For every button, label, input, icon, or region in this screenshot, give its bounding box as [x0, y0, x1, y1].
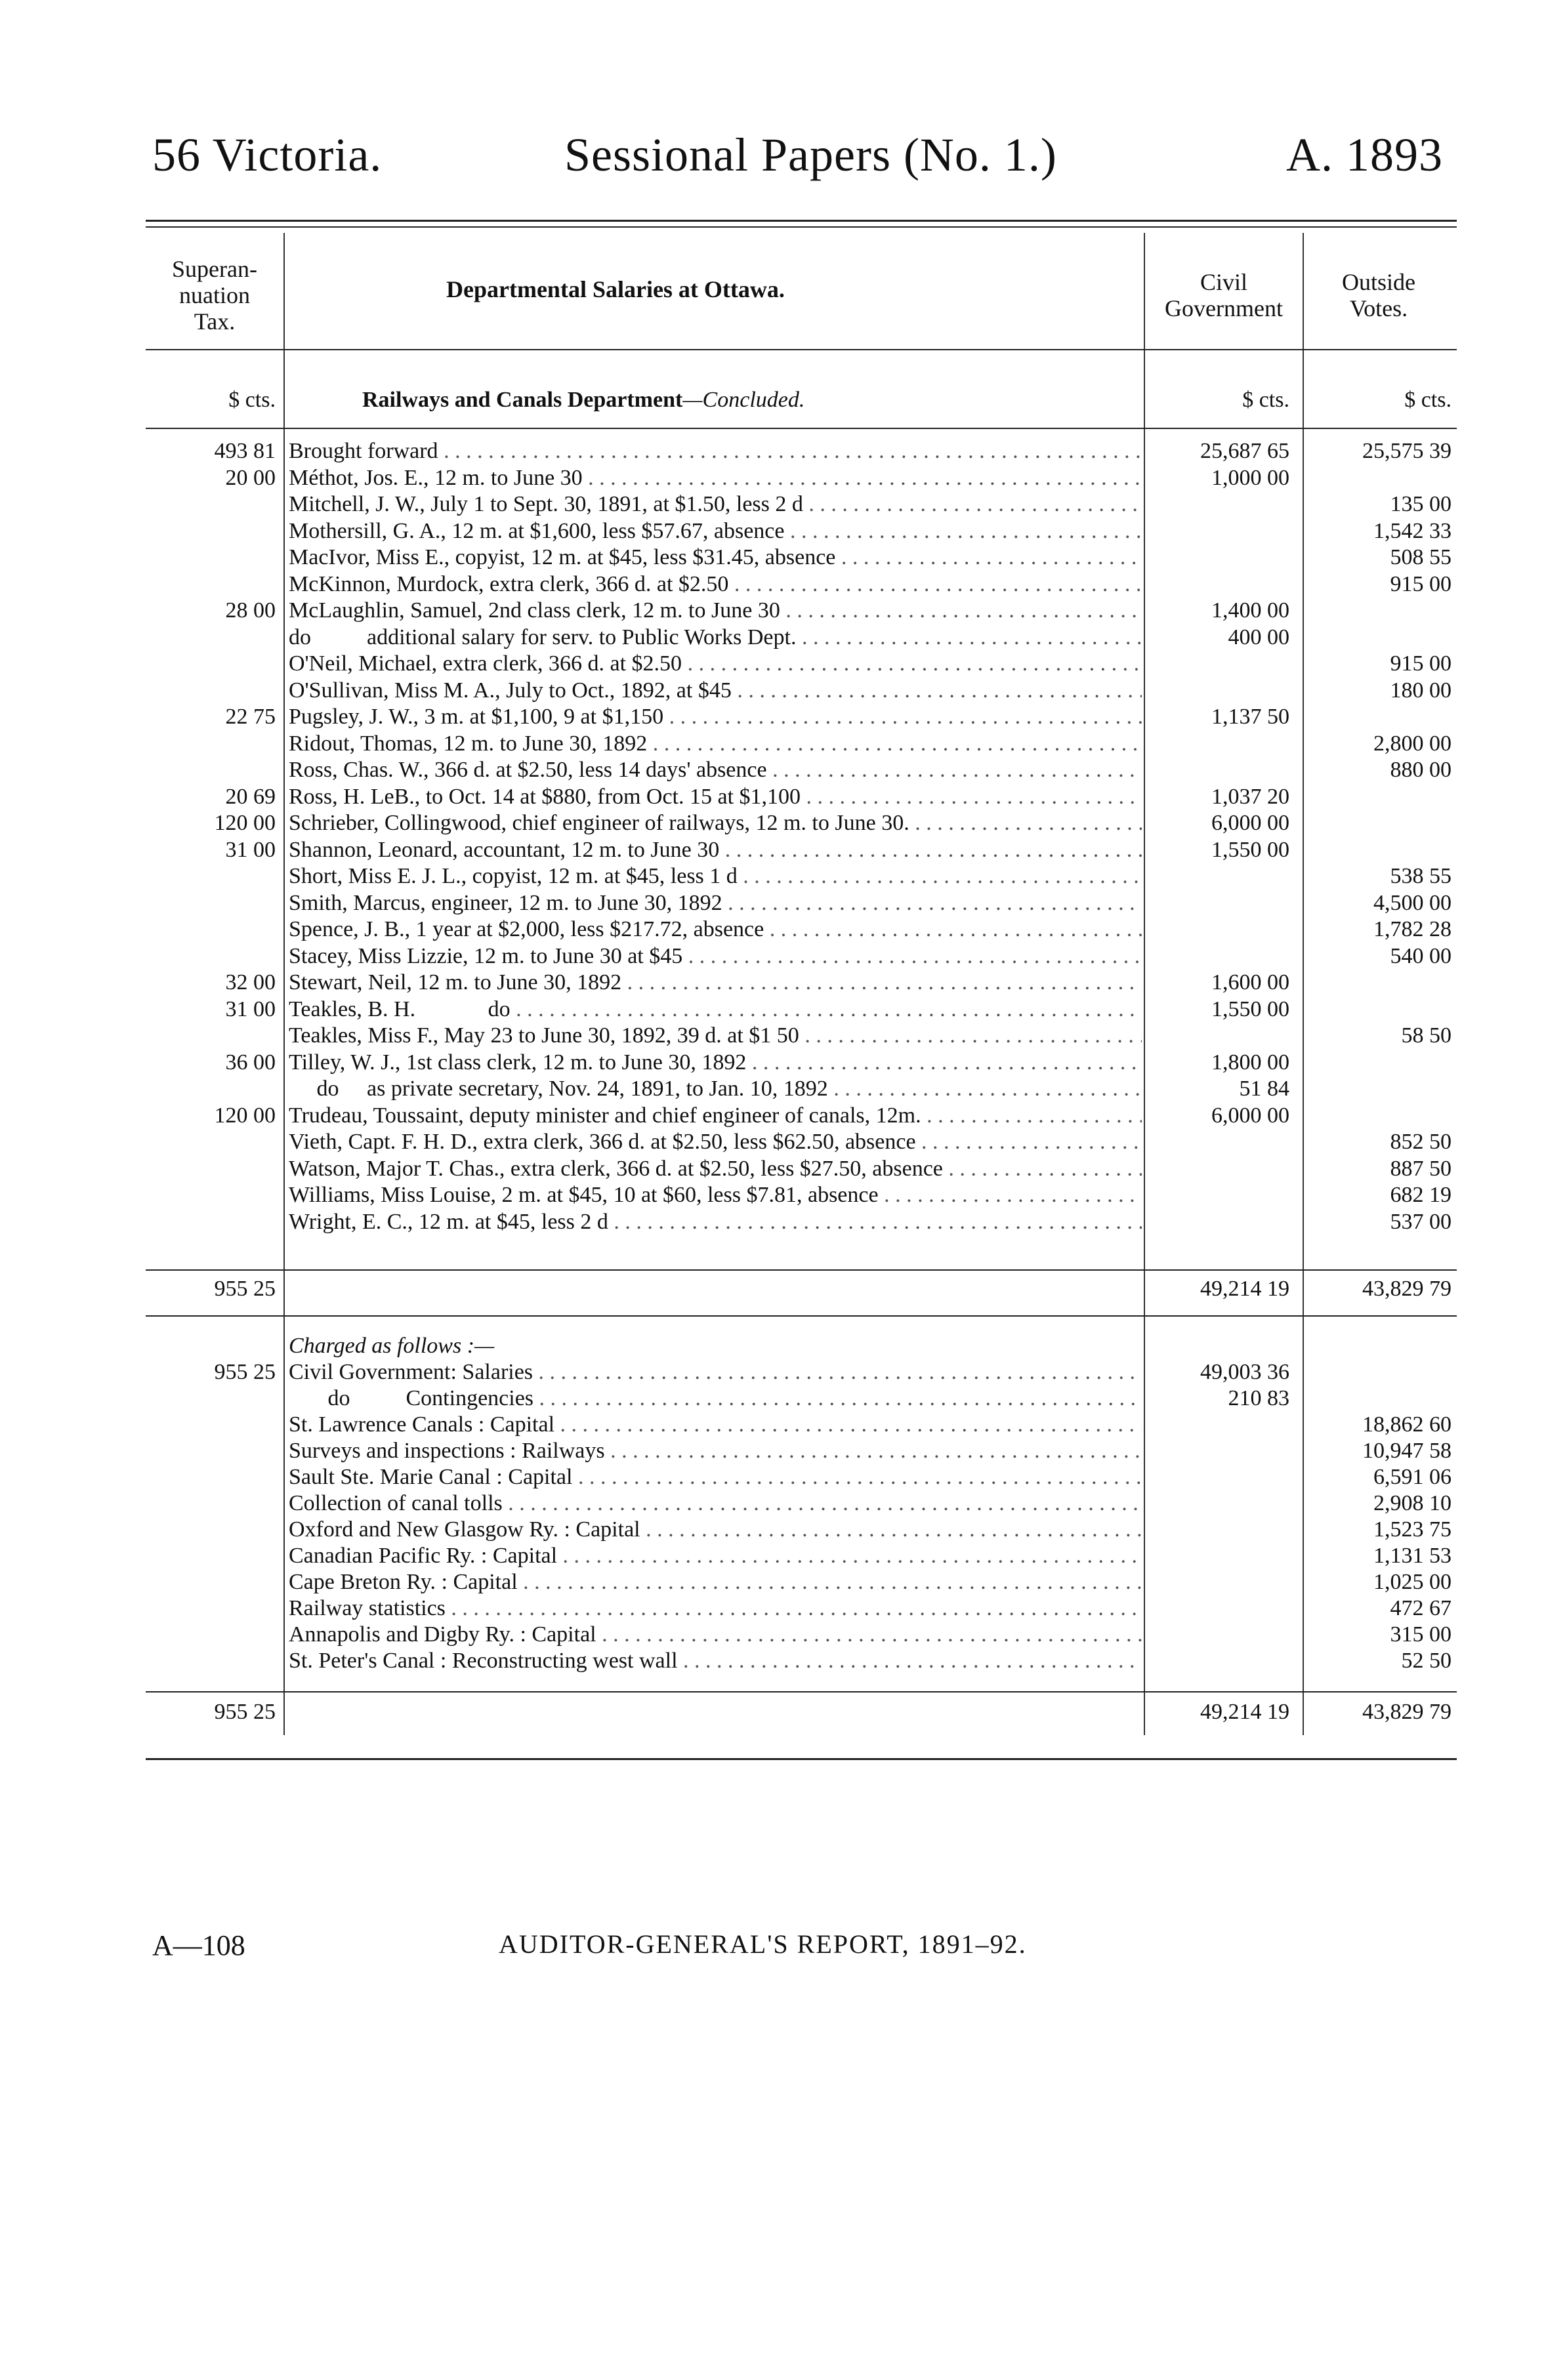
salary-outside: 880 00 [1390, 758, 1452, 782]
total-outside: 43,829 79 [1362, 1700, 1452, 1724]
column-header-tax: Superan- nuation Tax. [172, 256, 257, 335]
charged-outside: 472 67 [1390, 1596, 1452, 1620]
column-header-outside: Outside Votes. [1342, 269, 1415, 321]
subtotal-rule-bottom [146, 1315, 1457, 1317]
salary-desc: Ridout, Thomas, 12 m. to June 30, 1892 . . . [289, 731, 1142, 757]
charged-row [0, 1464, 1567, 1490]
salary-outside: 915 00 [1390, 651, 1452, 676]
salary-row [0, 544, 1567, 571]
charged-outside: 315 00 [1390, 1622, 1452, 1647]
charged-outside: 1,131 53 [1373, 1544, 1452, 1568]
salary-row [0, 784, 1567, 810]
charged-row [0, 1622, 1567, 1648]
salary-row [0, 916, 1567, 943]
charged-outside: 10,947 58 [1362, 1439, 1452, 1463]
salary-civil: 1,137 50 [1211, 705, 1289, 729]
salary-outside: 540 00 [1390, 943, 1452, 968]
salary-row [0, 863, 1567, 890]
header-rule-bottom [146, 226, 1457, 228]
subtotal-outside: 43,829 79 [1362, 1277, 1452, 1301]
salary-desc: Spence, J. B., 1 year at $2,000, less $217.72, absence . . . [289, 916, 1142, 943]
header-year: A. 1893 [1286, 129, 1443, 181]
salary-row [0, 678, 1567, 704]
salary-desc: Méthot, Jos. E., 12 m. to June 30 . . . [289, 465, 1142, 491]
salary-civil: 6,000 00 [1211, 1103, 1289, 1128]
salary-row [0, 1182, 1567, 1208]
salary-civil: 6,000 00 [1211, 811, 1289, 835]
salary-row [0, 731, 1567, 757]
salary-desc: Stewart, Neil, 12 m. to June 30, 1892 . . . [289, 970, 1142, 996]
charged-desc: Railway statistics . . . [289, 1595, 1142, 1622]
charged-row [0, 1385, 1567, 1412]
salary-civil: 1,400 00 [1211, 598, 1289, 623]
salary-tax: 32 00 [225, 970, 276, 995]
charged-row [0, 1543, 1567, 1569]
salary-row [0, 996, 1567, 1023]
salary-desc: Teakles, Miss F., May 23 to June 30, 1892, 39 d. at $1 50 . . . [289, 1023, 1142, 1049]
charged-row [0, 1359, 1567, 1385]
salary-outside: 4,500 00 [1373, 890, 1452, 915]
salary-row [0, 810, 1567, 836]
salary-outside: 1,782 28 [1373, 917, 1452, 941]
salary-row [0, 1050, 1567, 1076]
column-header-title: Departmental Salaries at Ottawa. [446, 276, 785, 302]
salary-civil: 1,550 00 [1211, 996, 1289, 1021]
salary-desc: Trudeau, Toussaint, deputy minister and chief engineer of canals, 12m. . . . [289, 1103, 1142, 1129]
salary-row [0, 943, 1567, 970]
salary-tax: 31 00 [225, 837, 276, 862]
salary-row [0, 625, 1567, 651]
footer-report-title: AUDITOR-GENERAL'S REPORT, 1891–92. [499, 1929, 1027, 1959]
salary-civil: 400 00 [1228, 625, 1289, 649]
salary-outside: 180 00 [1390, 678, 1452, 703]
total-tax: 955 25 [214, 1700, 276, 1724]
charged-outside: 18,862 60 [1362, 1412, 1452, 1437]
salary-tax: 22 75 [225, 705, 276, 729]
charged-row [0, 1517, 1567, 1543]
salary-desc: Shannon, Leonard, accountant, 12 m. to June 30 . . . [289, 837, 1142, 863]
salary-tax: 20 00 [225, 465, 276, 490]
salary-tax: 20 69 [225, 784, 276, 809]
charged-desc: Cape Breton Ry. : Capital . . . [289, 1569, 1142, 1595]
charged-row [0, 1490, 1567, 1517]
charged-desc: Sault Ste. Marie Canal : Capital . . . [289, 1464, 1142, 1490]
column-header-rule [146, 349, 1457, 350]
salary-tax: 31 00 [225, 996, 276, 1021]
footer-page-number: A—108 [152, 1929, 245, 1961]
charged-row [0, 1438, 1567, 1464]
salary-row [0, 571, 1567, 598]
salary-civil: 1,800 00 [1211, 1050, 1289, 1075]
salary-tax: 120 00 [214, 811, 276, 835]
charged-civil: 49,003 36 [1200, 1360, 1289, 1384]
salary-desc: McKinnon, Murdock, extra clerk, 366 d. at $2.50 . . . [289, 571, 1142, 598]
salary-desc: Watson, Major T. Chas., extra clerk, 366 d. at $2.50, less $27.50, absence . . . [289, 1156, 1142, 1182]
charged-outside: 6,591 06 [1373, 1465, 1452, 1489]
salary-row [0, 598, 1567, 624]
charged-outside: 2,908 10 [1373, 1491, 1452, 1515]
units-tax: $ cts. [228, 388, 276, 412]
units-outside: $ cts. [1404, 388, 1452, 412]
salary-tax: 120 00 [214, 1103, 276, 1128]
salary-desc: Stacey, Miss Lizzie, 12 m. to June 30 at $45 . . . [289, 943, 1142, 970]
salary-row [0, 890, 1567, 916]
charged-desc: St. Lawrence Canals : Capital . . . [289, 1412, 1142, 1438]
units-civil: $ cts. [1242, 388, 1289, 412]
salary-desc: Tilley, W. J., 1st class clerk, 12 m. to June 30, 1892 . . . [289, 1050, 1142, 1076]
charged-row [0, 1648, 1567, 1674]
salary-row [0, 465, 1567, 491]
charged-desc: do Contingencies . . . [289, 1385, 1142, 1412]
salary-desc: O'Neil, Michael, extra clerk, 366 d. at $2.50 . . . [289, 651, 1142, 677]
charged-row [0, 1412, 1567, 1438]
salary-row [0, 704, 1567, 730]
salary-row [0, 491, 1567, 518]
charged-civil: 210 83 [1228, 1386, 1289, 1410]
salary-row [0, 1209, 1567, 1235]
section-title [362, 387, 804, 413]
units-row [0, 387, 1567, 413]
salary-row [0, 518, 1567, 544]
salary-row [0, 970, 1567, 996]
salary-desc: McLaughlin, Samuel, 2nd class clerk, 12 m. to June 30 . . . [289, 598, 1142, 624]
salary-outside: 135 00 [1390, 492, 1452, 516]
salary-desc: O'Sullivan, Miss M. A., July to Oct., 1892, at $45 . . . [289, 678, 1142, 704]
subtotal-row [0, 1276, 1567, 1302]
total-civil: 49,214 19 [1200, 1700, 1289, 1724]
salary-desc: Wright, E. C., 12 m. at $45, less 2 d . . . [289, 1209, 1142, 1235]
salary-desc: Vieth, Capt. F. H. D., extra clerk, 366 d. at $2.50, less $62.50, absence . . . [289, 1129, 1142, 1155]
charged-desc: Surveys and inspections : Railways . . . [289, 1438, 1142, 1464]
salary-tax: 493 81 [214, 439, 276, 463]
charged-outside: 1,025 00 [1373, 1570, 1452, 1594]
salary-tax: 36 00 [225, 1050, 276, 1075]
salary-civil: 1,600 00 [1211, 970, 1289, 995]
salary-desc: Mitchell, J. W., July 1 to Sept. 30, 1891, at $1.50, less 2 d . . . [289, 491, 1142, 518]
salary-row [0, 1129, 1567, 1155]
salary-desc: Teakles, B. H. do . . . [289, 996, 1142, 1023]
salary-row [0, 837, 1567, 863]
salary-civil: 1,000 00 [1211, 465, 1289, 490]
salary-civil: 25,687 65 [1200, 439, 1289, 463]
header-volume: 56 Victoria. [152, 129, 383, 181]
salary-desc: Ross, H. LeB., to Oct. 14 at $880, from Oct. 15 at $1,100 . . . [289, 784, 1142, 810]
subtotal-tax: 955 25 [214, 1277, 276, 1301]
column-header-civil: Civil Government [1165, 269, 1283, 321]
salary-desc: Schrieber, Collingwood, chief engineer of railways, 12 m. to June 30. . . . [289, 810, 1142, 836]
charged-tax: 955 25 [214, 1360, 276, 1384]
salary-desc: do additional salary for serv. to Public Works Dept. . . . [289, 625, 1142, 651]
charged-row [0, 1569, 1567, 1595]
total-row [0, 1699, 1567, 1725]
salary-outside: 887 50 [1390, 1156, 1452, 1181]
charged-desc: Canadian Pacific Ry. : Capital . . . [289, 1543, 1142, 1569]
salary-civil: 51 84 [1239, 1077, 1289, 1101]
charged-outside: 52 50 [1401, 1649, 1452, 1673]
salary-row [0, 757, 1567, 783]
salary-desc: Williams, Miss Louise, 2 m. at $45, 10 at $60, less $7.81, absence . . . [289, 1182, 1142, 1208]
total-rule-top [146, 1691, 1457, 1693]
salary-outside: 1,542 33 [1373, 518, 1452, 543]
salary-desc: Smith, Marcus, engineer, 12 m. to June 30, 1892 . . . [289, 890, 1142, 916]
salary-outside: 538 55 [1390, 864, 1452, 888]
salary-outside: 508 55 [1390, 545, 1452, 569]
charged-desc: St. Peter's Canal : Reconstructing west wall . . . [289, 1648, 1142, 1674]
salary-outside: 58 50 [1401, 1023, 1452, 1048]
salary-desc: Brought forward . . . [289, 438, 1142, 464]
charged-heading-row [0, 1333, 1567, 1359]
salary-desc: do as private secretary, Nov. 24, 1891, to Jan. 10, 1892 . . . [289, 1076, 1142, 1102]
charged-desc: Oxford and New Glasgow Ry. : Capital . . . [289, 1517, 1142, 1543]
salary-row [0, 1156, 1567, 1182]
salary-desc: MacIvor, Miss E., copyist, 12 m. at $45, less $31.45, absence . . . [289, 544, 1142, 571]
salary-desc: Ross, Chas. W., 366 d. at $2.50, less 14 days' absence . . . [289, 757, 1142, 783]
charged-desc: Civil Government: Salaries . . . [289, 1359, 1142, 1385]
subtotal-rule-top [146, 1269, 1457, 1271]
charged-desc: Collection of canal tolls . . . [289, 1490, 1142, 1517]
salary-outside: 915 00 [1390, 571, 1452, 596]
salary-civil: 1,037 20 [1211, 784, 1289, 809]
salary-row [0, 1023, 1567, 1049]
salary-civil: 1,550 00 [1211, 837, 1289, 862]
salary-outside: 2,800 00 [1373, 731, 1452, 756]
salary-row [0, 1076, 1567, 1102]
salary-row [0, 651, 1567, 677]
charged-row [0, 1595, 1567, 1622]
salary-outside: 537 00 [1390, 1209, 1452, 1234]
salary-row [0, 438, 1567, 464]
salary-tax: 28 00 [225, 598, 276, 623]
salary-outside: 25,575 39 [1362, 439, 1452, 463]
salary-desc: Short, Miss E. J. L., copyist, 12 m. at $45, less 1 d . . . [289, 863, 1142, 890]
salary-desc: Mothersill, G. A., 12 m. at $1,600, less $57.67, absence . . . [289, 518, 1142, 544]
salary-outside: 852 50 [1390, 1130, 1452, 1154]
total-rule-bottom [146, 1758, 1457, 1760]
section-title-suffix: —Concluded. [682, 388, 805, 412]
section-title-text: Railways and Canals Department [362, 388, 683, 412]
header-rule-top [146, 220, 1457, 222]
salary-row [0, 1103, 1567, 1129]
section-rule [146, 428, 1457, 429]
salary-outside: 682 19 [1390, 1183, 1452, 1207]
charged-desc: Annapolis and Digby Ry. : Capital . . . [289, 1622, 1142, 1648]
charged-outside: 1,523 75 [1373, 1517, 1452, 1542]
salary-desc: Pugsley, J. W., 3 m. at $1,100, 9 at $1,150 . . . [289, 704, 1142, 730]
charged-heading: Charged as follows :— [289, 1334, 495, 1358]
header-title: Sessional Papers (No. 1.) [564, 129, 1057, 181]
subtotal-civil: 49,214 19 [1200, 1277, 1289, 1301]
